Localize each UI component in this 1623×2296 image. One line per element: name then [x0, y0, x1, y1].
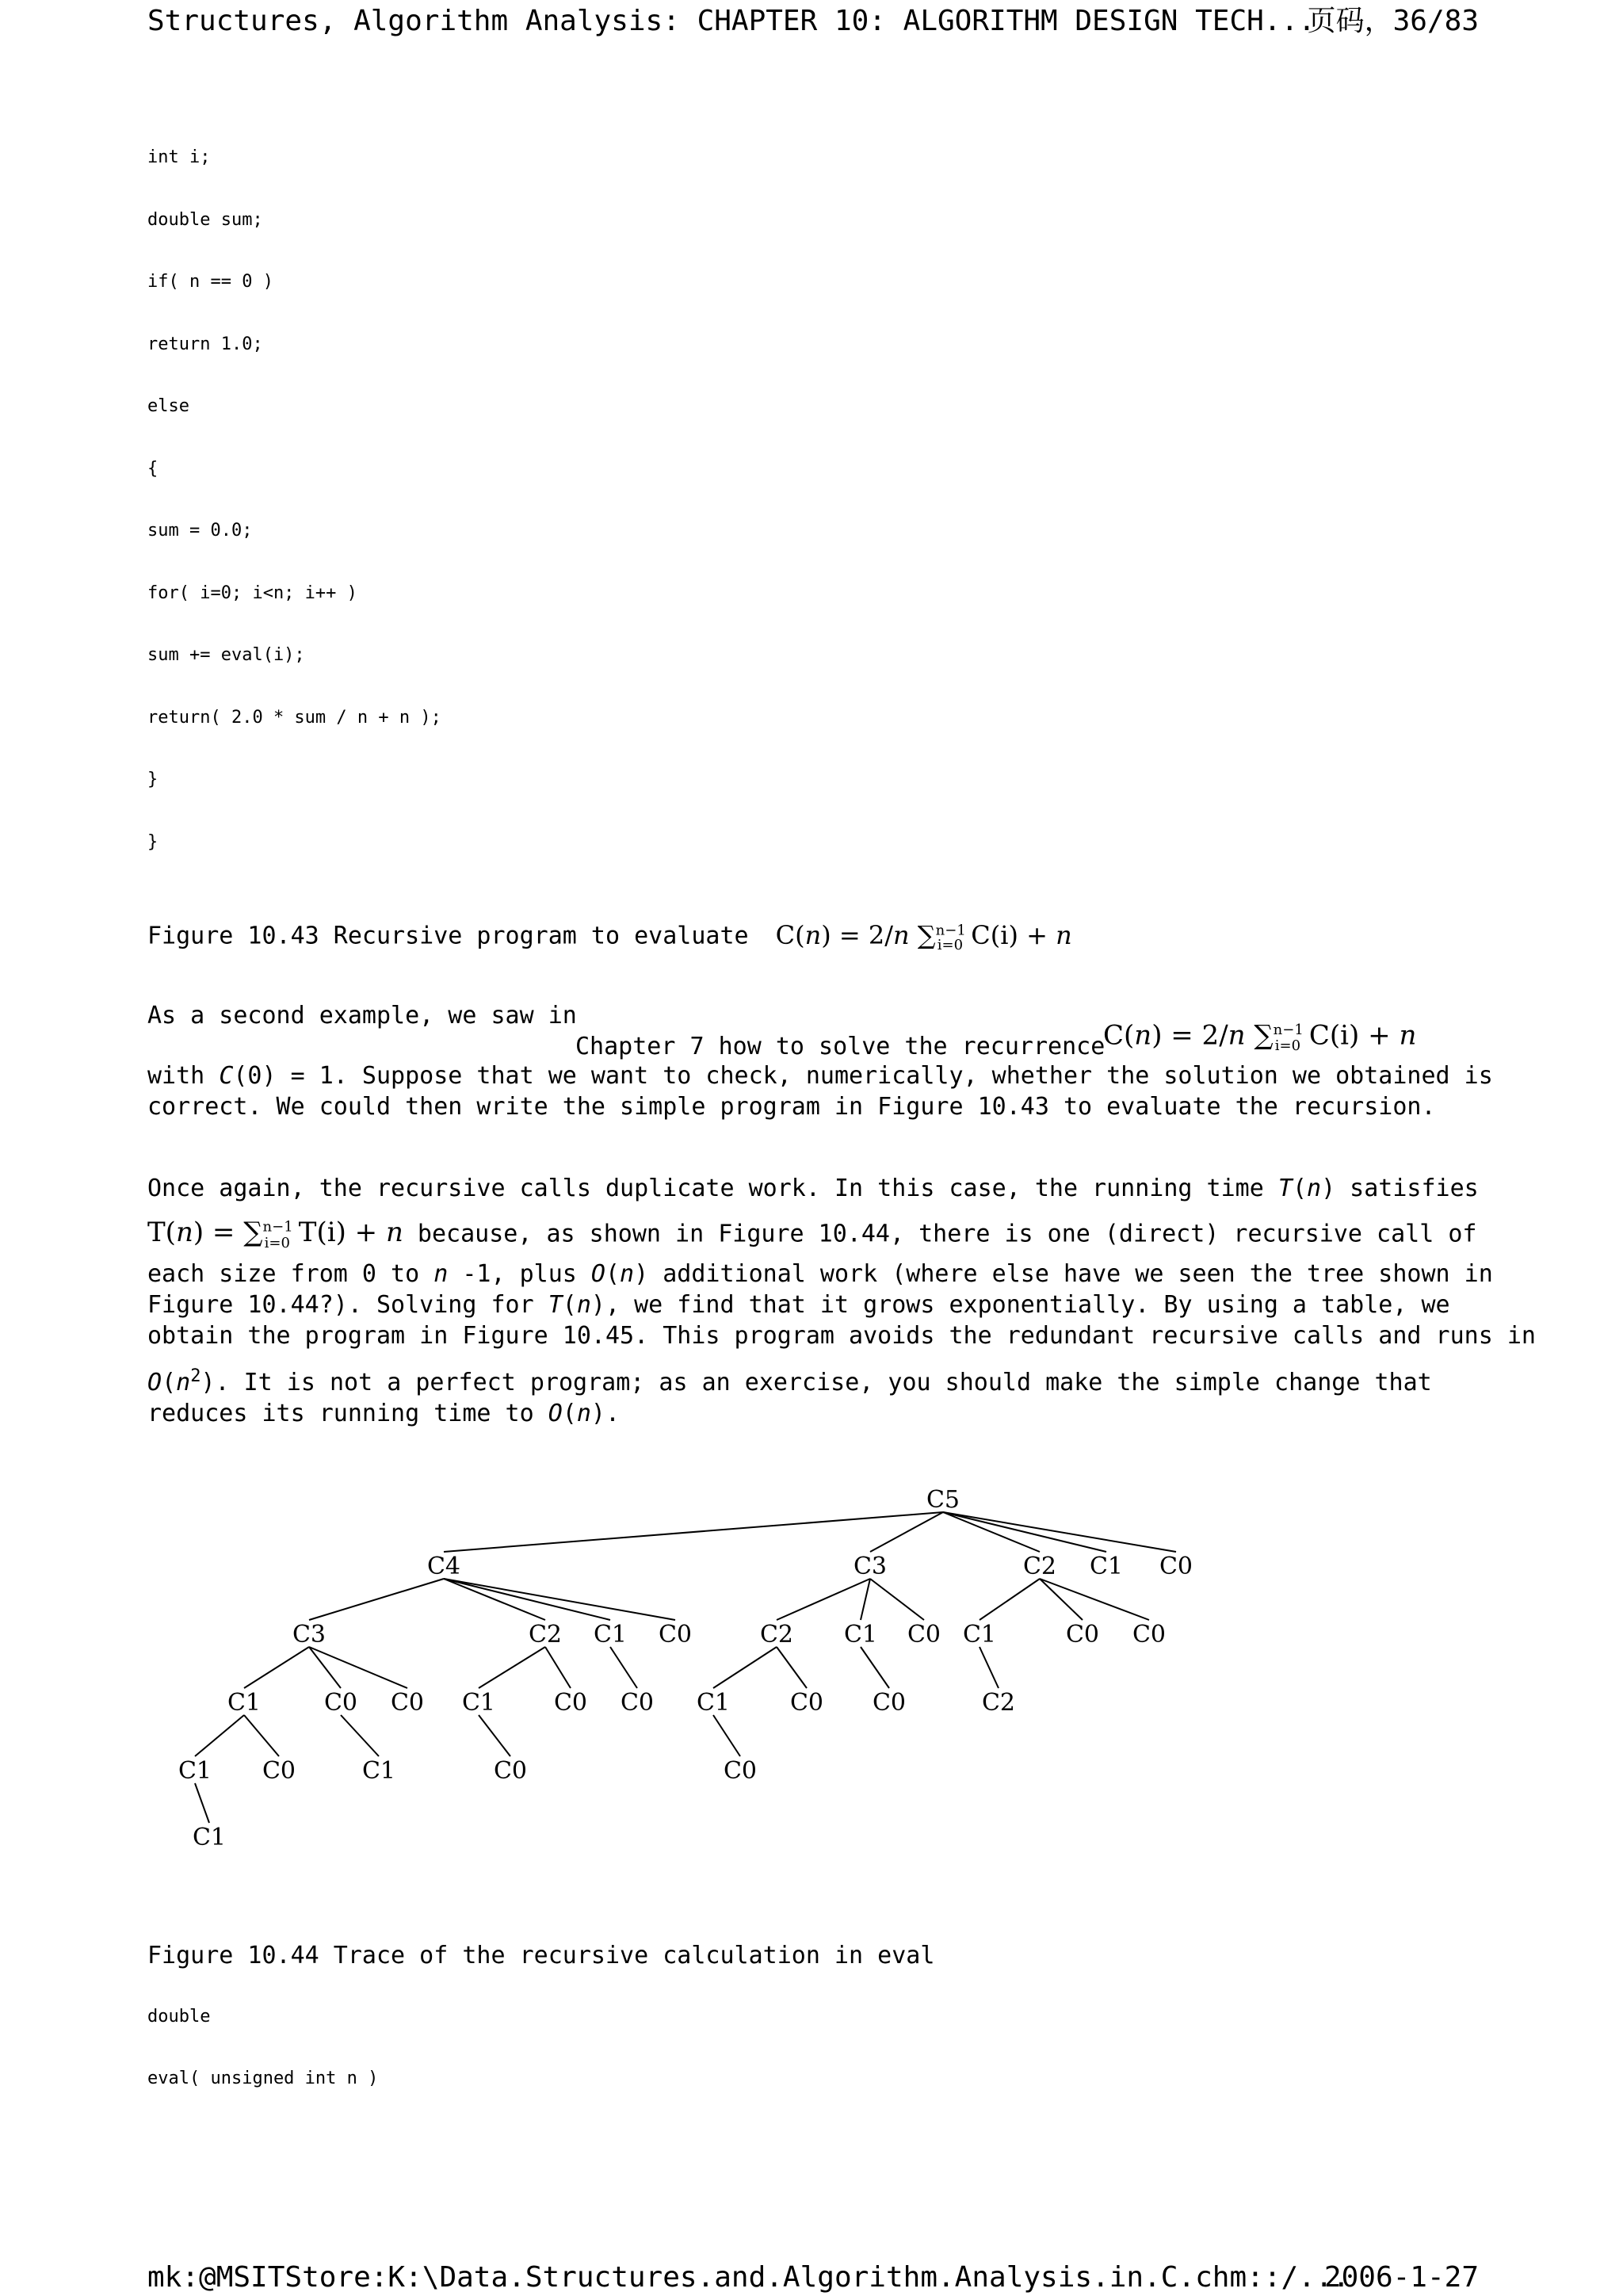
code-line: return( 2.0 * sum / n + n ); [147, 707, 441, 728]
tree-node-label: C3 [853, 1553, 888, 1580]
tree-edge [244, 1715, 279, 1756]
para2-line6: $O(n^2)$. It is not a perfect program; as an exercise, you should make the simple change that [147, 1366, 1432, 1397]
tree-node-label: C1 [227, 1689, 262, 1717]
tree-node-label: C2 [759, 1621, 794, 1648]
code-line: sum += eval(i); [147, 645, 305, 665]
tree-node-label: C0 [658, 1621, 693, 1648]
formula-t-n: T(n) = ∑$^{n-1}_{i=0}$ T(i) + n [147, 1217, 403, 1252]
para2-line4: Figure 10.44?). Solving for T(n), we find that it grows exponentially. By using a table, we [147, 1291, 1450, 1320]
code-line: double [147, 2007, 211, 2027]
tree-node-label: C1 [361, 1757, 396, 1785]
code-line: { [147, 458, 158, 479]
tree-node-label: C0 [789, 1689, 824, 1717]
tree-edge [341, 1715, 379, 1756]
figure-10-43-caption [147, 915, 1072, 961]
formula-recurrence: C(n) = 2/n ∑$^{n-1}_{i=0}$ C(i) + n [1103, 1019, 1417, 1055]
footer-path: mk:@MSITStore:K:\Data.Structures.and.Algorithm.Analysis.in.C.chm::/... [147, 2261, 1350, 2294]
code-line: int i; [147, 147, 211, 167]
tree-edge [777, 1579, 870, 1620]
tree-node-label: C0 [1132, 1621, 1167, 1648]
para2-line7: reduces its running time to O(n). [147, 1400, 621, 1428]
code-line: sum = 0.0; [147, 521, 253, 541]
tree-node-label: C0 [390, 1689, 425, 1717]
tree-edge [777, 1647, 807, 1688]
code-line: } [147, 831, 158, 852]
formula-c-n: C(n) = 2/n ∑$^{n-1}_{i=0}$ C(i) + n [775, 919, 1072, 954]
code-line: double sum; [147, 209, 263, 230]
footer-date: 2006-1-27 [1323, 2261, 1479, 2294]
tree-node-label: C0 [1065, 1621, 1100, 1648]
tree-edge [610, 1647, 637, 1688]
tree-node-label: C0 [872, 1689, 907, 1717]
tree-node-label: C0 [723, 1757, 758, 1785]
tree-node-label: C0 [620, 1689, 655, 1717]
tree-edge [870, 1579, 924, 1620]
tree-node-label: C1 [696, 1689, 731, 1717]
figure-10-44-tree [158, 1474, 1220, 1886]
para1-line1: As a second example, we saw in [147, 1002, 577, 1030]
tree-node-label: C0 [553, 1689, 588, 1717]
tree-edge [861, 1647, 889, 1688]
tree-edge [545, 1647, 571, 1688]
tree-edge [943, 1512, 1176, 1552]
tree-edge [1040, 1579, 1083, 1620]
para2-line5: obtain the program in Figure 10.45. This program avoids the redundant recursive calls and runs in [147, 1322, 1536, 1350]
tree-edge [1040, 1579, 1149, 1620]
tree-edge [861, 1579, 870, 1620]
tree-node-label: C3 [292, 1621, 327, 1648]
tree-node-label: C0 [323, 1689, 358, 1717]
tree-node-label: C2 [981, 1689, 1016, 1717]
tree-node-label: C0 [493, 1757, 528, 1785]
tree-node-label: C0 [907, 1621, 941, 1648]
tree-edge [444, 1579, 610, 1620]
tree-node-label: C1 [461, 1689, 496, 1717]
header-title: Structures, Algorithm Analysis: CHAPTER 10: ALGORITHM DESIGN TECH... [147, 5, 1316, 37]
para1-line2: Chapter 7 how to solve the recurrence [575, 1033, 1106, 1060]
tree-node-label: C1 [178, 1757, 212, 1785]
para2-line3: each size from 0 to n -1, plus O(n) additional work (where else have we seen the tree shown in [147, 1260, 1493, 1289]
tree-node-label: C0 [1159, 1553, 1193, 1580]
tree-edge [479, 1647, 545, 1688]
tree-edge [444, 1579, 675, 1620]
tree-edge [980, 1579, 1040, 1620]
page-header [147, 3, 1479, 40]
tree-edge [713, 1647, 777, 1688]
tree-edge [479, 1715, 510, 1756]
para1-line3: with C(0) = 1. Suppose that we want to check, numerically, whether the solution we obtained is [147, 1062, 1493, 1090]
tree-node-label: C5 [926, 1486, 960, 1514]
tree-node-label: C2 [528, 1621, 563, 1648]
paragraph-running-time [147, 1173, 1536, 1429]
tree-edge [309, 1647, 407, 1688]
tree-edge [195, 1715, 244, 1756]
tree-node-label: C0 [262, 1757, 296, 1785]
code-line: } [147, 770, 158, 789]
para1-line4: correct. We could then write the simple program in Figure 10.43 to evaluate the recursion. [147, 1093, 1436, 1121]
header-page-number: 页码，36/83 [1307, 5, 1479, 37]
tree-edge [309, 1579, 444, 1620]
tree-node-label: C1 [843, 1621, 878, 1648]
caption-text: Figure 10.43 Recursive program to evaluate [147, 922, 749, 950]
tree-node-label: C2 [1022, 1553, 1057, 1580]
tree-edge [980, 1647, 999, 1688]
tree-edge [870, 1512, 943, 1552]
code-line: for( i=0; i<n; i++ ) [147, 583, 357, 603]
tree-edge [244, 1647, 309, 1688]
code-line: return 1.0; [147, 334, 263, 354]
code-line: if( n == 0 ) [147, 272, 273, 292]
tree-node-label: C1 [962, 1621, 997, 1648]
tree-node-label: C1 [593, 1621, 628, 1648]
code-line: else [147, 396, 189, 416]
tree-node-label: C1 [1089, 1553, 1124, 1580]
figure-10-44-caption: Figure 10.44 Trace of the recursive calculation in eval [147, 1942, 935, 1969]
para2-line1: Once again, the recursive calls duplicate work. In this case, the running time T(n) satisfies [147, 1175, 1479, 1202]
page-footer [147, 2260, 1479, 2295]
code-line: eval( unsigned int n ) [147, 2069, 379, 2088]
tree-edge [195, 1783, 209, 1823]
tree-node-label: C4 [426, 1553, 461, 1580]
para2-line2: T(n) = ∑$^{n-1}_{i=0}$ T(i) + n because, as shown in Figure 10.44, there is one (direct) recursive call of [147, 1217, 1477, 1252]
tree-edge [444, 1512, 943, 1552]
tree-node-label: C1 [192, 1824, 227, 1851]
tree-edge [713, 1715, 740, 1756]
